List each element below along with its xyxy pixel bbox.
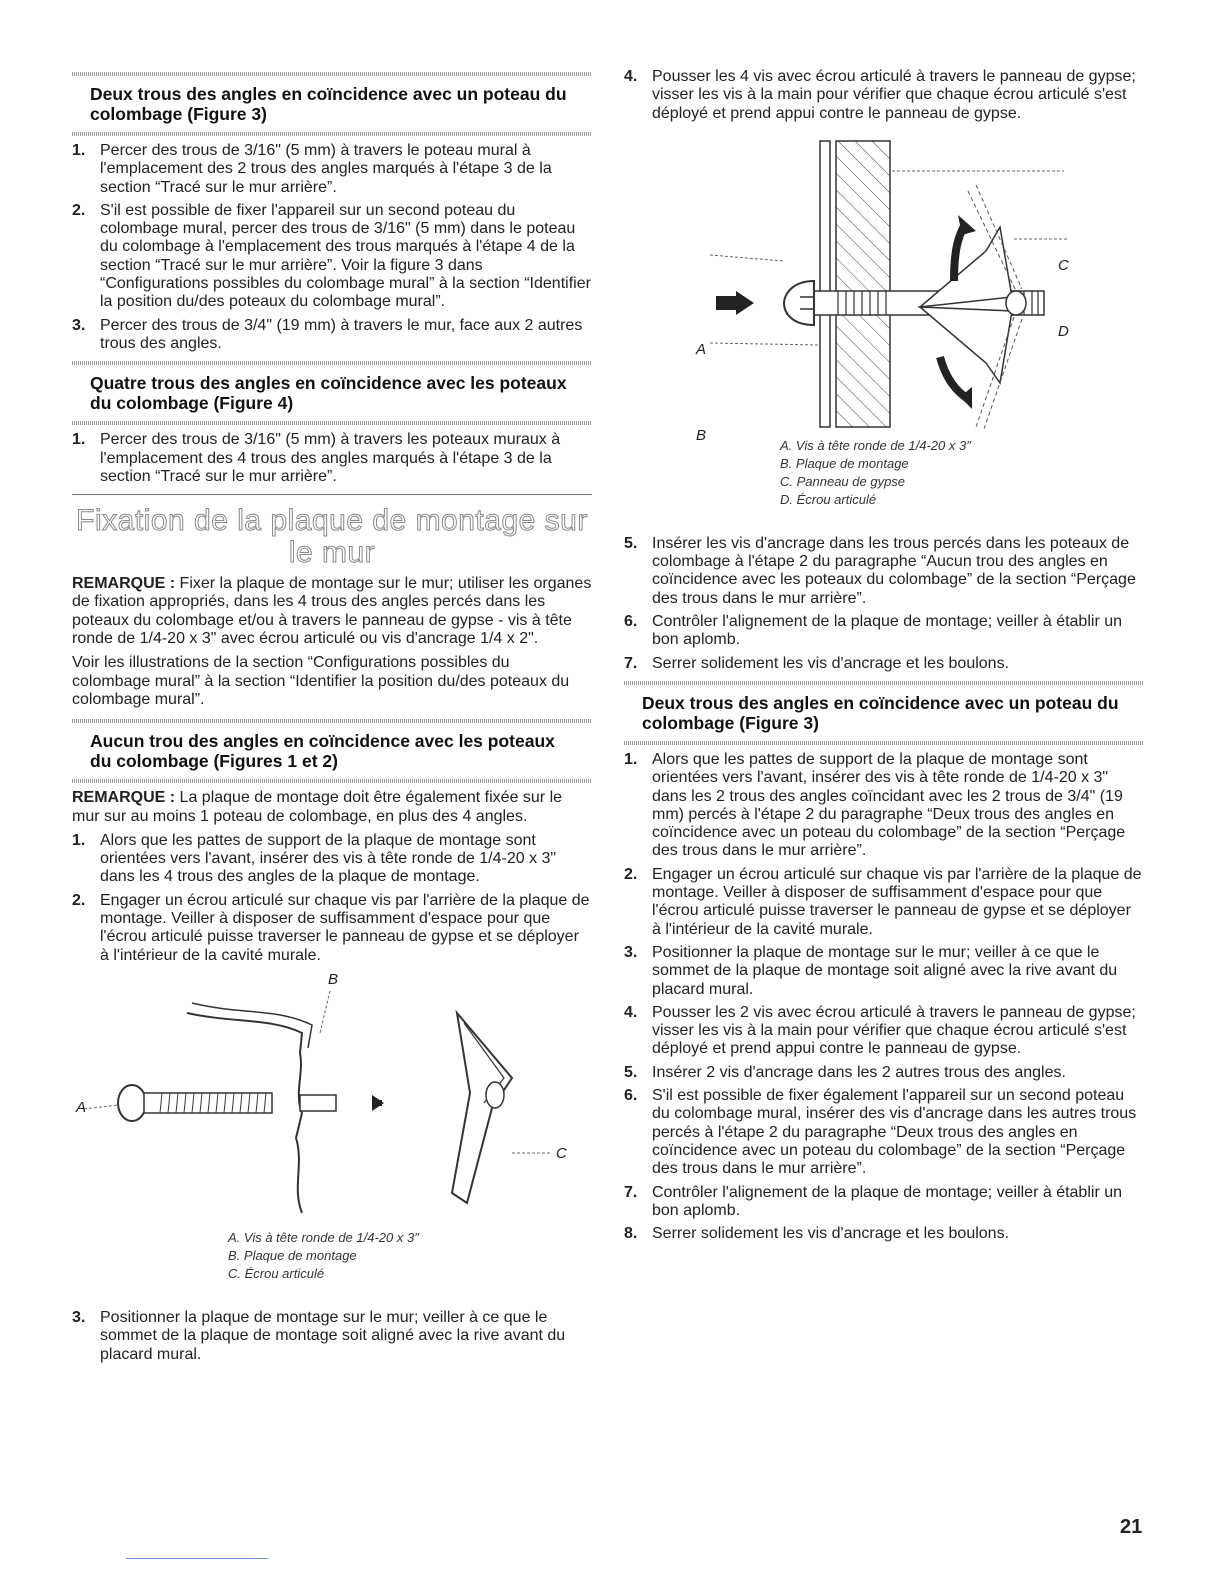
step-text: Contrôler l'alignement de la plaque de montage; veiller à établir un bon aplomb.	[652, 613, 1123, 649]
step-text: S'il est possible de fixer également l'appareil sur un second poteau du colombage mural, insérer des vis d'ancrage dans les autres trous percés à l'étape 2 du paragraphe “Deux trous des angles en coïncidence avec un poteau du colombage” de la section “Perçage des trous dans le mur arrière”.	[652, 1087, 1137, 1178]
caption-b: B. Plaque de montage	[228, 1247, 357, 1263]
steps-list	[72, 1309, 592, 1364]
step-number: 8.	[624, 1225, 638, 1243]
steps-list	[624, 751, 1144, 1243]
step-text: Alors que les pattes de support de la plaque de montage sont orientées vers l'avant, insérer des vis à tête ronde de 1/4-20 x 3" dans les 2 trous des angles coïncidant avec les 2 trous de 3/4" (19 mm) percés à l'étape 2 du paragraphe “Deux trous des angles en coïncidence avec un poteau du colombage” de la section “Perçage des trous dans le mur arrière”.	[652, 750, 1126, 860]
label-a: A	[76, 1098, 87, 1116]
step-text: Percer des trous de 3/16" (5 mm) à travers les poteaux muraux à l'emplacement des 4 trous des angles marqués à l'étape 3 de la section “Tracé sur le mur arrière”.	[100, 431, 561, 485]
step-item	[624, 1064, 1144, 1082]
right-column	[624, 68, 1144, 1251]
step-item	[624, 866, 1144, 939]
step-text: Alors que les pattes de support de la plaque de montage sont orientées vers l'avant, insérer des vis à tête ronde de 1/4-20 x 3" dans les 4 trous des angles de la plaque de montage.	[100, 831, 557, 886]
label-b: B	[696, 426, 707, 444]
steps-list	[624, 68, 1144, 123]
step-item	[624, 1004, 1144, 1059]
label-c: C	[1058, 256, 1069, 274]
step-item	[624, 1184, 1144, 1221]
step-number: 1.	[72, 831, 86, 849]
step-number: 5.	[624, 534, 638, 552]
step-text: Positionner la plaque de montage sur le mur; veiller à ce que le sommet de la plaque de montage soit aligné avec la rive avant du placard mural.	[100, 1308, 566, 1363]
steps-list	[72, 431, 592, 486]
caption-d: D. Écrou articulé	[780, 491, 877, 507]
section-title: Fixation de la plaque de montage sur le mur	[76, 504, 588, 570]
divider	[624, 681, 1144, 685]
step-text: Pousser les 4 vis avec écrou articulé à travers le panneau de gypse; visser les vis à la main pour vérifier que chaque écrou articulé s'est déployé et prend appui contre le panneau de gypse.	[652, 68, 1136, 122]
step-number: 2.	[72, 891, 86, 909]
divider	[72, 361, 592, 365]
step-number: 3.	[72, 316, 86, 334]
step-text: Serrer solidement les vis d'ancrage et les boulons.	[652, 654, 1010, 672]
figure-toggle-bolt-installed	[624, 131, 1144, 529]
divider	[624, 741, 1144, 745]
step-item	[624, 1087, 1144, 1178]
step-number: 3.	[624, 943, 638, 961]
figure-caption	[780, 437, 971, 509]
step-item	[624, 944, 1144, 999]
step-item	[72, 1309, 592, 1364]
step-item	[624, 68, 1144, 123]
step-item	[624, 655, 1144, 673]
step-text: Engager un écrou articulé sur chaque vis par l'arrière de la plaque de montage. Veiller à disposer de suffisamment d'espace pour que l'écrou articulé puisse traverser le panneau de gypse et se déployer à l'intérieur de la cavité murale.	[100, 891, 590, 964]
divider	[72, 719, 592, 723]
step-text: Positionner la plaque de montage sur le mur; veiller à ce que le sommet de la plaque de montage soit aligné avec la rive avant du placard mural.	[652, 943, 1118, 998]
step-item	[72, 317, 592, 354]
step-number: 2.	[624, 865, 638, 883]
step-number: 7.	[624, 1183, 638, 1201]
remark-paragraph	[72, 575, 592, 648]
divider	[72, 779, 592, 783]
step-item	[624, 1225, 1144, 1243]
caption-c: C. Écrou articulé	[228, 1265, 325, 1281]
step-text: S'il est possible de fixer l'appareil sur un second poteau du colombage mural, percer des trous de 3/16" (5 mm) dans le poteau du colombage à l'emplacement des trous marqués à l'étape 4 de la section “Tracé sur le mur arrière”. Voir la figure 3 dans “Configurations possibles du colombage mural” à la section “Identifier la position du/des poteaux du colombage mural”.	[100, 201, 591, 311]
label-b: B	[328, 970, 339, 988]
divider	[72, 72, 592, 76]
step-item	[624, 613, 1144, 650]
step-text: Contrôler l'alignement de la plaque de montage; veiller à établir un bon aplomb.	[652, 1183, 1123, 1219]
caption-a: A. Vis à tête ronde de 1/4-20 x 3"	[228, 1229, 419, 1245]
step-item	[72, 832, 592, 887]
step-number: 1.	[72, 142, 86, 159]
remark-text: Fixer la plaque de montage sur le mur; utiliser les organes de fixation appropriés, dans les 4 trous des angles percés dans les poteaux du colombage et/ou à travers le panneau de gypse - vis à tête ronde de 1/4-20 x 3" avec écrou articulé ou vis d'ancrage 1/4 x 2".	[72, 575, 592, 648]
steps-list	[72, 142, 592, 353]
steps-list	[624, 535, 1144, 673]
subheading-no-holes: Aucun trou des angles en coïncidence avec les poteaux du colombage (Figures 1 et 2)	[90, 731, 555, 772]
label-a: A	[696, 340, 707, 358]
footer-line	[126, 1558, 268, 1559]
remark-label: REMARQUE :	[72, 575, 176, 593]
step-text: Insérer les vis d'ancrage dans les trous percés dans les poteaux de colombage à l'étape 2 du paragraphe “Aucun trou des angles en coïncidence avec les poteaux du colombage” de la section “Perçage des trous dans le mur arrière”.	[652, 534, 1136, 607]
step-number: 4.	[624, 68, 638, 85]
steps-list	[72, 832, 592, 965]
step-number: 2.	[72, 201, 86, 219]
label-c: C	[556, 1144, 567, 1162]
step-number: 6.	[624, 1087, 638, 1105]
toggle-bolt-diagram	[72, 970, 592, 1233]
page-number: 21	[1120, 1516, 1143, 1538]
toggle-bolt-installed-diagram	[624, 131, 1144, 431]
step-text: Insérer 2 vis d'ancrage dans les 2 autres trous des angles.	[652, 1063, 1066, 1081]
step-item	[72, 142, 592, 197]
figure-caption	[228, 1229, 419, 1283]
step-item	[624, 751, 1144, 861]
figure-toggle-bolt-assembly	[72, 970, 592, 1303]
subheading-two-holes: Deux trous des angles en coïncidence avec un poteau du colombage (Figure 3)	[642, 692, 1119, 733]
step-number: 5.	[624, 1063, 638, 1081]
step-number: 4.	[624, 1003, 638, 1021]
step-text: Serrer solidement les vis d'ancrage et les boulons.	[652, 1225, 1010, 1243]
step-item	[72, 892, 592, 965]
subheading-two-holes: Deux trous des angles en coïncidence avec un poteau du colombage (Figure 3)	[90, 84, 567, 124]
step-text: Percer des trous de 3/16" (5 mm) à travers le poteau mural à l'emplacement des 2 trous des angles marqués à l'étape 3 de la section “Tracé sur le mur arrière”.	[100, 142, 552, 196]
divider	[72, 421, 592, 425]
caption-c: C. Panneau de gypse	[780, 473, 906, 489]
step-number: 1.	[72, 431, 86, 449]
remark-text: La plaque de montage doit être également fixée sur le mur sur au moins 1 poteau de colombage, en plus des 4 angles.	[72, 789, 563, 825]
step-item	[624, 535, 1144, 608]
left-column	[72, 70, 592, 1372]
step-text: Engager un écrou articulé sur chaque vis par l'arrière de la plaque de montage. Veiller à disposer de suffisamment d'espace pour que l'écrou articulé puisse traverser le panneau de gypse et se déployer à l'intérieur de la cavité murale.	[652, 865, 1142, 938]
caption-a: A. Vis à tête ronde de 1/4-20 x 3"	[780, 437, 971, 453]
label-d: D	[1058, 322, 1069, 340]
caption-b: B. Plaque de montage	[780, 455, 909, 471]
step-text: Pousser les 2 vis avec écrou articulé à travers le panneau de gypse; visser les vis à la main pour vérifier que chaque écrou articulé s'est déployé et prend appui contre le panneau de gypse.	[652, 1003, 1136, 1058]
step-number: 3.	[72, 1308, 86, 1326]
section-rule	[72, 494, 592, 495]
step-item	[72, 431, 592, 486]
remark-paragraph	[72, 789, 592, 826]
divider	[72, 132, 592, 136]
remark-label: REMARQUE :	[72, 789, 176, 807]
step-number: 7.	[624, 654, 638, 672]
paragraph: Voir les illustrations de la section “Configurations possibles du colombage mural” à la section “Identifier la position du/des poteaux du colombage mural”.	[72, 654, 570, 708]
step-number: 6.	[624, 613, 638, 631]
subheading-four-holes: Quatre trous des angles en coïncidence avec les poteaux du colombage (Figure 4)	[90, 373, 567, 414]
step-text: Percer des trous de 3/4" (19 mm) à travers le mur, face aux 2 autres trous des angles.	[100, 316, 583, 352]
step-number: 1.	[624, 750, 638, 768]
step-item	[72, 202, 592, 312]
